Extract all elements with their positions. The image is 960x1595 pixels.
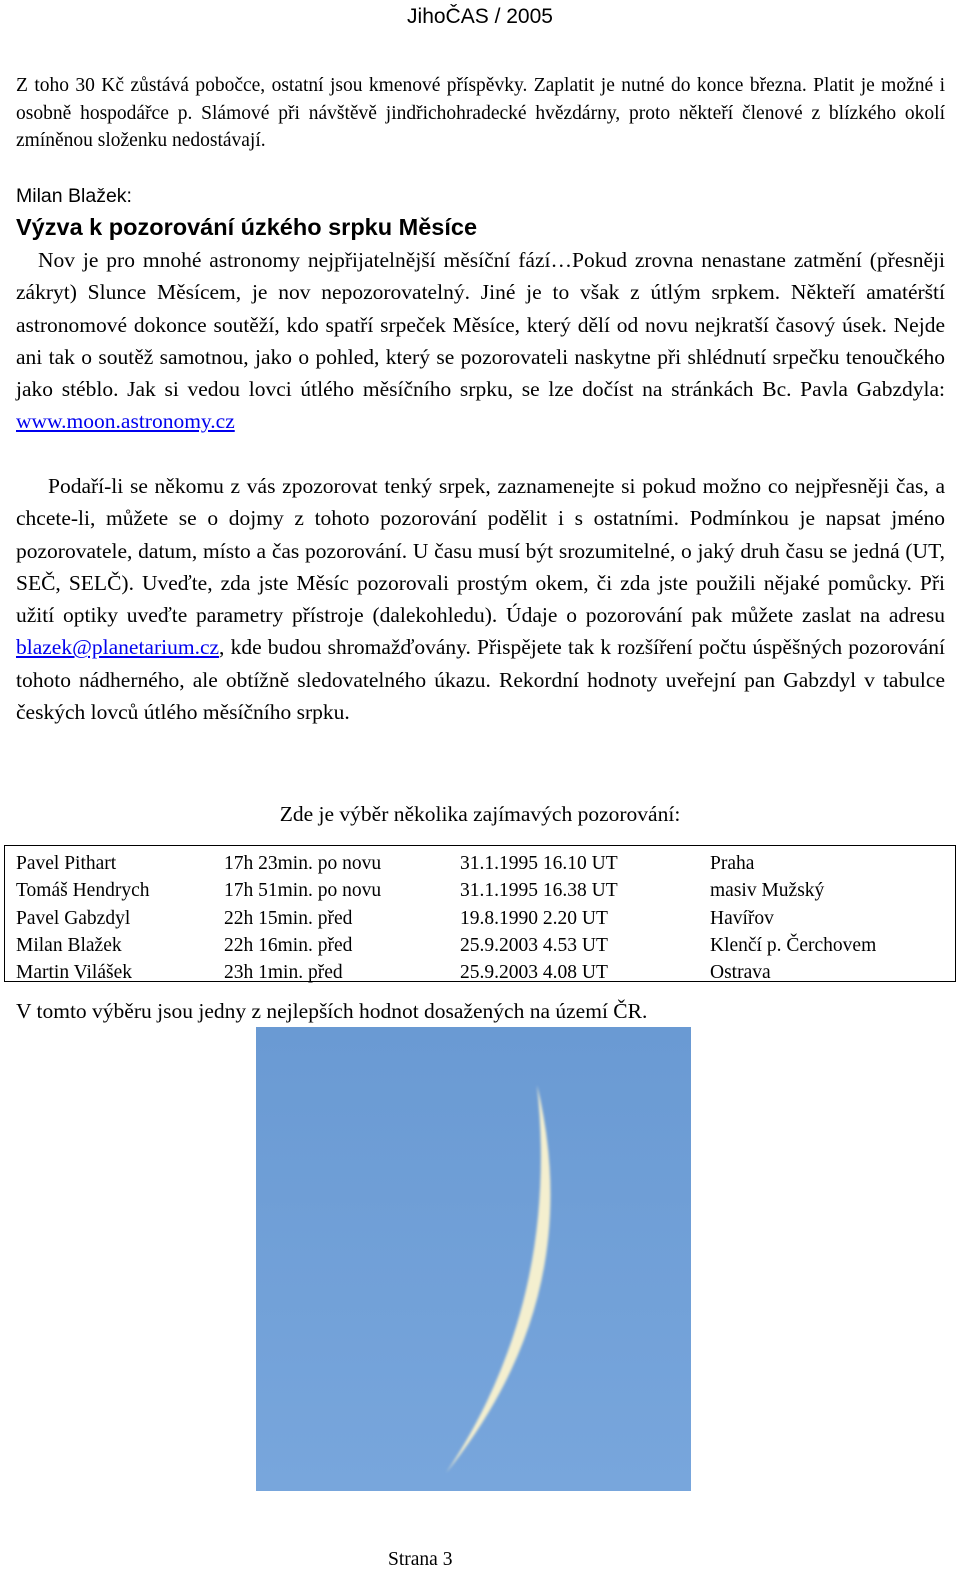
time-from-new-moon-cell: 17h 23min. po novu: [224, 853, 382, 874]
observation-date-cell: 31.1.1995 16.10 UT: [460, 853, 618, 874]
observations-heading: Zde je výběr několika zajímavých pozorování:: [279, 802, 681, 826]
observation-date-cell: 31.1.1995 16.38 UT: [460, 880, 618, 902]
article-author: Milan Blažek:: [16, 185, 132, 207]
observations-table: [16, 850, 950, 986]
observer-name-cell: Milan Blažek: [16, 934, 122, 956]
observation-date-cell: 25.9.2003 4.08 UT: [460, 962, 608, 984]
paragraph-1-text: Nov je pro mnohé astronomy nejpřijatelnější měsíční fází…Pokud zrovna nenastane zatmění (přesněji zákryt) Slunce Měsícem, je nov nepozorovatelný. Jiné je to však z útlým srpkem. Někteří amatérští astronomové dokonce soutěží, kdo spatří srpeček Měsíce, který dělí od novu nejkratší časový úsek. Nejde ani tak o soutěž samotnou, jako o pohled, který se pozorovateli naskytne při shlédnutí srpečku tenoučkého jako stéblo. Jak si vedou lovci útlého měsíčního srpku, se lze dočíst na stránkách Bc. Pavla Gabzdyla:: [16, 248, 945, 402]
article-title: Výzva k pozorování úzkého srpku Měsíce: [16, 214, 478, 240]
observation-date-cell: 19.8.1990 2.20 UT: [460, 907, 608, 929]
crescent-moon-photo: [256, 1027, 691, 1491]
time-from-new-moon-cell: 22h 15min. před: [224, 907, 353, 929]
crescent-moon-image: [256, 1027, 691, 1491]
observation-place-cell: masiv Mužský: [710, 880, 825, 902]
observation-place-cell: Klenčí p. Čerchovem: [710, 934, 877, 956]
observation-row: [16, 877, 950, 904]
time-from-new-moon-cell: 23h 1min. před: [224, 962, 343, 984]
observations-table-box: [4, 845, 956, 982]
article-paragraph-2: [16, 470, 945, 728]
intro-paragraph: Z toho 30 Kč zůstává pobočce, ostatní jsou kmenové příspěvky. Zaplatit je nutné do konce března. Platit je možné i osobně hospodářce p. Slámové při návštěvě jindřichohradecké hvězdárny, proto někteří členové z blízkého okolí zmíněnou složenku nedostávají.: [16, 75, 945, 151]
observer-name-cell: Martin Vilášek: [16, 962, 132, 984]
observation-place-cell: Ostrava: [710, 962, 771, 984]
observation-row: [16, 959, 950, 986]
observation-row: [16, 932, 950, 959]
observer-name-cell: Tomáš Hendrych: [16, 880, 150, 902]
moon-website-link[interactable]: www.moon.astronomy.cz: [16, 409, 235, 434]
page-header: JihoČAS / 2005: [407, 5, 553, 28]
observation-place-cell: Havířov: [710, 907, 774, 929]
observation-place-cell: Praha: [710, 853, 755, 874]
page-number: Strana 3: [388, 1549, 453, 1570]
sky-background: [256, 1027, 691, 1491]
observer-name-cell: Pavel Pithart: [16, 853, 117, 874]
time-from-new-moon-cell: 17h 51min. po novu: [224, 880, 382, 902]
observations-note: V tomto výběru jsou jedny z nejlepších hodnot dosažených na území ČR.: [16, 999, 648, 1023]
observation-row: [16, 905, 950, 932]
time-from-new-moon-cell: 22h 16min. před: [224, 934, 353, 956]
email-link[interactable]: blazek@planetarium.cz: [16, 635, 220, 660]
observation-date-cell: 25.9.2003 4.53 UT: [460, 934, 608, 956]
article-paragraph-1: [16, 244, 945, 438]
observation-row: [16, 850, 950, 877]
observer-name-cell: Pavel Gabzdyl: [16, 907, 131, 929]
paragraph-2-text-end: , kde budou shromažďovány. Přispějete tak k rozšíření počtu úspěšných pozorování tohoto nádherného, ale obtížně sledovatelného úkazu. Rekordní hodnoty uveřejní pan Gabzdyl v tabulce českých lovců útlého měsíčního srpku.: [16, 635, 945, 725]
paragraph-2-text-start: Podaří-li se někomu z vás zpozorovat tenký srpek, zaznamenejte si pokud možno co nejpřesněji čas, a chcete-li, můžete se o dojmy z tohoto pozorování podělit i s ostatními. Podmínkou je napsat jméno pozorovatele, datum, místo a čas pozorování. U času musí být srozumitelné, o jaký druh času se jedná (UT, SEČ, SELČ). Uveďte, zda jste Měsíc pozorovali prostým okem, či zda jste použili nějaké pomůcky. Při užití optiky uveďte parametry přístroje (dalekohledu). Údaje o pozorování pak můžete zaslat na adresu: [16, 474, 945, 628]
